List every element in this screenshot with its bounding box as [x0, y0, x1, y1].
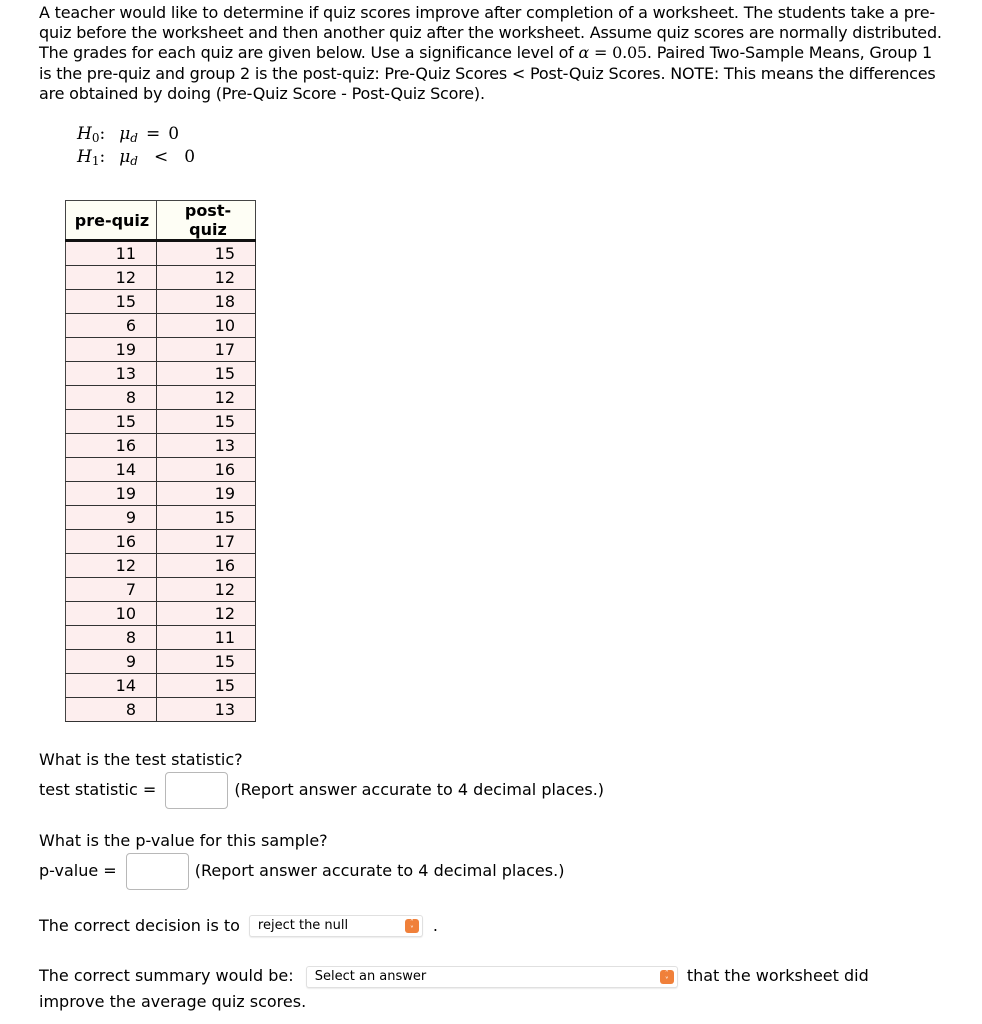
summary-continuation: that the worksheet did improve the average quiz scores.: [39, 966, 869, 1011]
table-row: [66, 578, 256, 602]
pre-quiz-cell: 8: [66, 386, 157, 410]
pre-quiz-cell: 12: [66, 554, 157, 578]
pre-quiz-cell: 9: [66, 650, 157, 674]
table-row: [66, 434, 256, 458]
column-header-post-quiz: post-quiz: [157, 201, 256, 241]
table-row: [66, 602, 256, 626]
summary-label: The correct summary would be:: [39, 966, 294, 985]
pre-quiz-cell: 8: [66, 698, 157, 722]
h-symbol: H: [77, 147, 92, 167]
problem-text-2: . Paired Two-Sample Means, Group 1 is the pre-quiz and group 2 is the post-quiz: Pre-Quiz Scores < Post-Quiz Scores. NOTE: This means the differences are obtained by doing (Pre-Quiz Score - Post-Quiz Score).: [39, 43, 936, 103]
pre-quiz-cell: 16: [66, 434, 157, 458]
post-quiz-cell: 12: [157, 602, 256, 626]
post-quiz-cell: 13: [157, 434, 256, 458]
table-row: [66, 698, 256, 722]
post-quiz-cell: 17: [157, 338, 256, 362]
p-value-label: p-value =: [39, 861, 122, 880]
post-quiz-cell: 15: [157, 362, 256, 386]
mu-symbol: μ: [119, 124, 131, 144]
alternative-hypothesis: [77, 146, 195, 172]
post-quiz-cell: 15: [157, 650, 256, 674]
mu-symbol: μ: [119, 147, 131, 167]
pre-quiz-cell: 11: [66, 241, 157, 266]
pre-quiz-cell: 12: [66, 266, 157, 290]
problem-text-1: A teacher would like to determine if quiz scores improve after completion of a worksheet. The students take a pre-quiz before the worksheet and then another quiz after the worksheet. Assume quiz scores are normally distributed. The grades for each quiz are given below. Use a significance level of: [39, 3, 942, 63]
alpha-expression: [579, 43, 647, 62]
table-row: [66, 362, 256, 386]
quiz-scores-table: [65, 200, 256, 722]
decision-select[interactable]: [249, 915, 423, 937]
h-symbol: H: [77, 124, 92, 144]
pre-quiz-cell: 14: [66, 458, 157, 482]
pre-quiz-cell: 8: [66, 626, 157, 650]
pre-quiz-cell: 10: [66, 602, 157, 626]
post-quiz-cell: 16: [157, 554, 256, 578]
table-row: [66, 506, 256, 530]
post-quiz-cell: 15: [157, 674, 256, 698]
table-header-row: [66, 201, 256, 241]
test-statistic-note: (Report answer accurate to 4 decimal places.): [234, 780, 605, 799]
table-row: [66, 674, 256, 698]
test-statistic-input[interactable]: [165, 772, 228, 809]
pre-quiz-cell: 9: [66, 506, 157, 530]
colon: :: [99, 124, 106, 144]
relation: <: [153, 147, 169, 167]
pre-quiz-cell: 7: [66, 578, 157, 602]
table-row: [66, 458, 256, 482]
chevron-updown-icon: ˄ ˅: [405, 919, 419, 933]
table-row: [66, 410, 256, 434]
test-statistic-prompt: What is the test statistic?: [39, 750, 243, 769]
table-row: [66, 530, 256, 554]
chevron-updown-icon: ˄ ˅: [660, 970, 674, 984]
table-row: [66, 314, 256, 338]
p-value-input[interactable]: [126, 853, 189, 890]
pre-quiz-cell: 6: [66, 314, 157, 338]
h-subscript: 1: [91, 154, 100, 168]
post-quiz-cell: 18: [157, 290, 256, 314]
table-row: [66, 626, 256, 650]
colon: :: [99, 147, 106, 167]
table-row: [66, 290, 256, 314]
table-row: [66, 482, 256, 506]
relation: =: [145, 124, 161, 144]
post-quiz-cell: 15: [157, 241, 256, 266]
post-quiz-cell: 16: [157, 458, 256, 482]
table-row: [66, 241, 256, 266]
decision-label: The correct decision is to: [39, 916, 240, 935]
post-quiz-cell: 10: [157, 314, 256, 338]
decision-row: [39, 915, 438, 937]
hyp-value: 0: [168, 124, 180, 144]
table-row: [66, 386, 256, 410]
h-subscript: 0: [91, 131, 100, 145]
test-statistic-row: [39, 770, 604, 810]
decision-period: .: [432, 916, 439, 935]
p-value-prompt: What is the p-value for this sample?: [39, 831, 328, 850]
mu-subscript: d: [130, 131, 138, 145]
pre-quiz-cell: 16: [66, 530, 157, 554]
post-quiz-cell: 17: [157, 530, 256, 554]
post-quiz-cell: 11: [157, 626, 256, 650]
summary-select[interactable]: [306, 966, 678, 988]
summary-selected-value: Select an answer: [314, 968, 427, 984]
table-row: [66, 338, 256, 362]
pre-quiz-cell: 19: [66, 482, 157, 506]
p-value-row: [39, 851, 564, 891]
test-statistic-label: test statistic =: [39, 780, 162, 799]
pre-quiz-cell: 13: [66, 362, 157, 386]
table-row: [66, 554, 256, 578]
post-quiz-cell: 19: [157, 482, 256, 506]
post-quiz-cell: 15: [157, 410, 256, 434]
hyp-value: 0: [184, 147, 196, 167]
pre-quiz-cell: 15: [66, 410, 157, 434]
table-row: [66, 266, 256, 290]
problem-statement: [39, 3, 949, 104]
pre-quiz-cell: 19: [66, 338, 157, 362]
decision-selected-value: reject the null: [257, 918, 349, 933]
post-quiz-cell: 12: [157, 578, 256, 602]
column-header-pre-quiz: pre-quiz: [66, 201, 157, 241]
post-quiz-cell: 13: [157, 698, 256, 722]
pre-quiz-cell: 14: [66, 674, 157, 698]
pre-quiz-cell: 15: [66, 290, 157, 314]
p-value-note: (Report answer accurate to 4 decimal places.): [194, 861, 565, 880]
alpha-symbol: α: [578, 43, 590, 63]
alpha-value: = 0.05: [589, 43, 647, 63]
summary-row: [39, 963, 939, 1015]
post-quiz-cell: 15: [157, 506, 256, 530]
post-quiz-cell: 12: [157, 266, 256, 290]
post-quiz-cell: 12: [157, 386, 256, 410]
table-row: [66, 650, 256, 674]
mu-subscript: d: [130, 154, 138, 168]
